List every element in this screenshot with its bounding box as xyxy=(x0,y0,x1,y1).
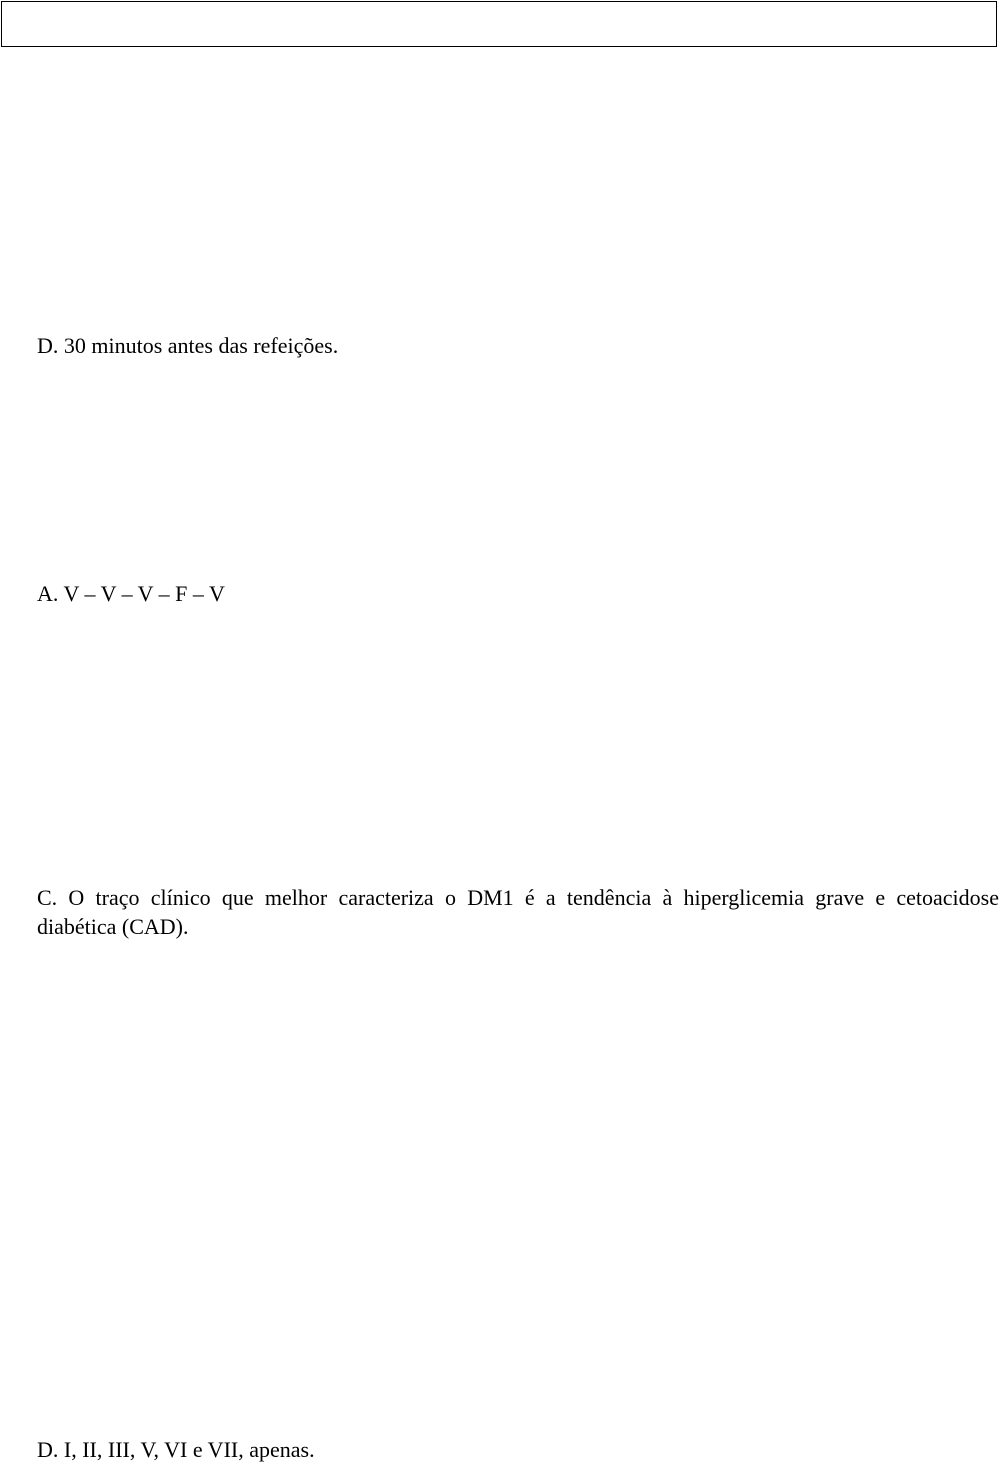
answer-option-3-line-2: diabética (CAD). xyxy=(37,914,189,939)
answer-option-3-line-1: C. O traço clínico que melhor caracteriza o DM1 é a tendência à hiperglicemia grave e cetoacidose xyxy=(37,885,999,910)
answer-option-2: A. V – V – V – F – V xyxy=(37,581,225,606)
answer-option-1: D. 30 minutos antes das refeições. xyxy=(37,333,339,358)
answer-option-3 xyxy=(37,883,999,941)
answer-option-4: D. I, II, III, V, VI e VII, apenas. xyxy=(37,1437,315,1462)
header-box xyxy=(1,1,997,47)
